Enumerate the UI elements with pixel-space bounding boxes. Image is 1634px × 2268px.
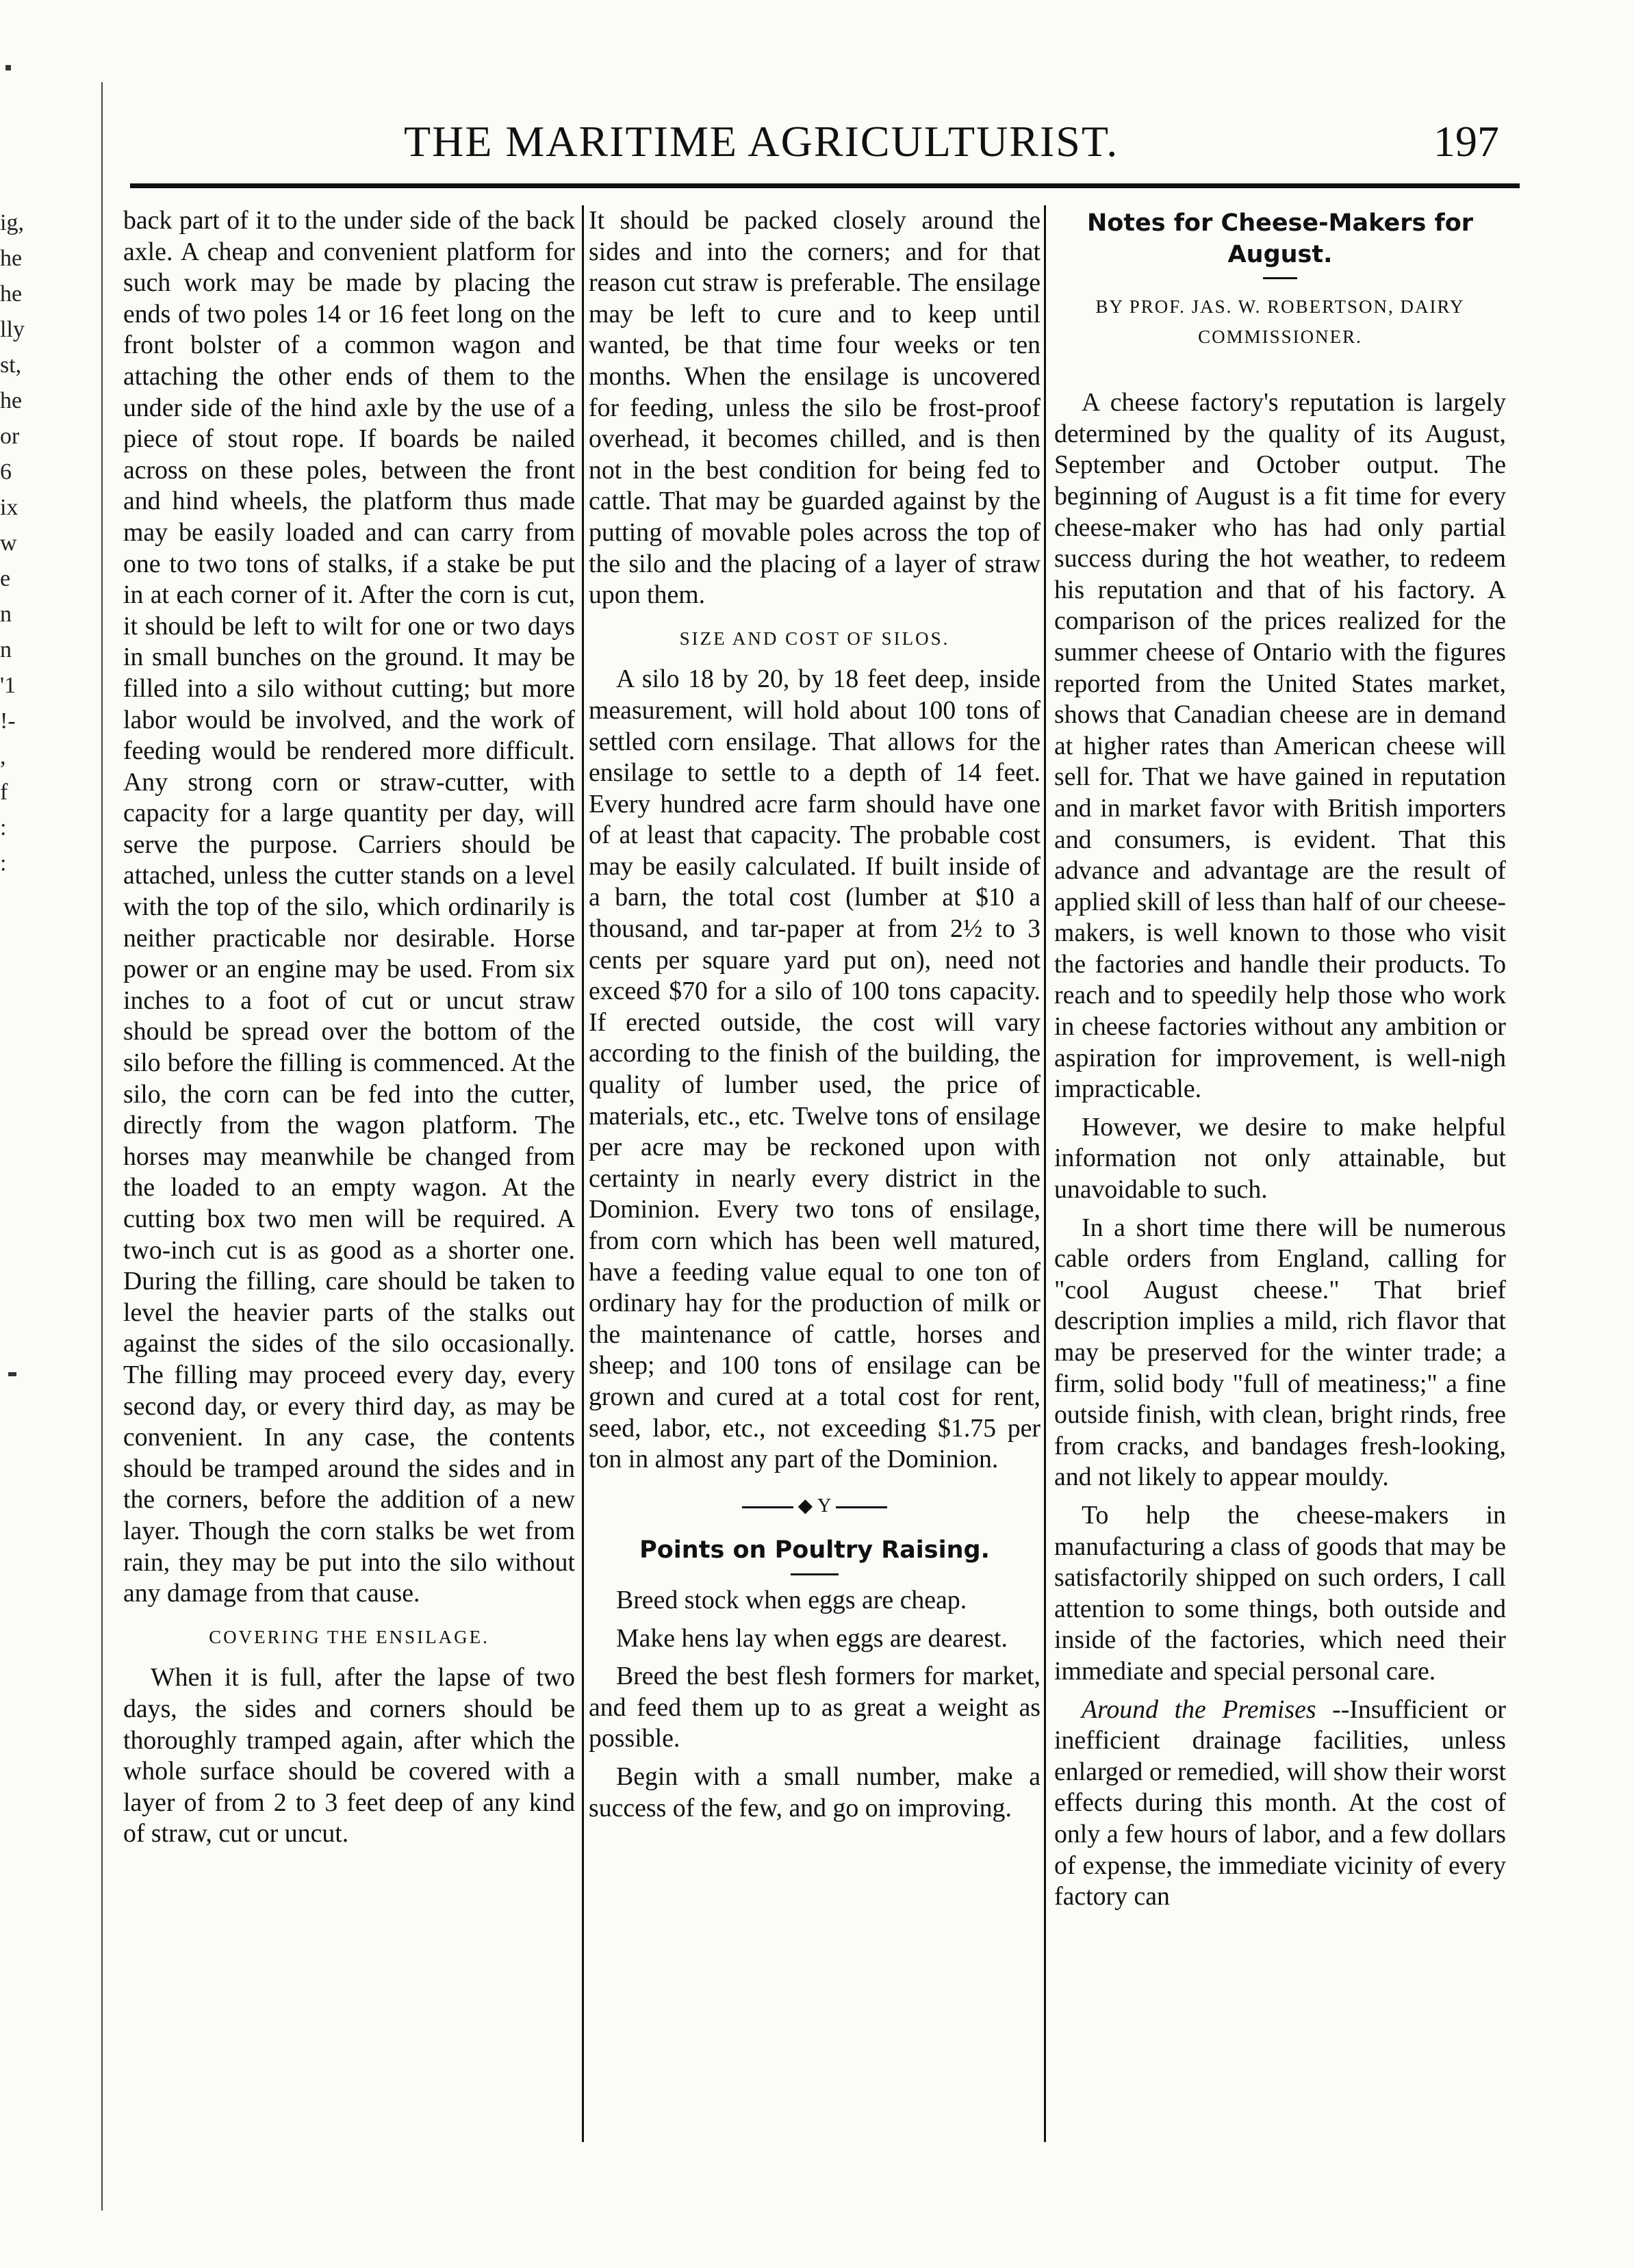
title-rule (1263, 277, 1297, 279)
margin-fragment: , (0, 744, 6, 769)
column-3 (1054, 205, 1506, 2196)
column-2 (589, 205, 1041, 2196)
paragraph-text: --Insufficient or inefficient drainage facilities, unless enlarged or remedied, will show their worst effects during this month. At the cost of only a few hours of labor, and a few dollars of expense, the immediate vicinity of every factory can (1054, 1694, 1506, 1911)
margin-fragment: f (0, 779, 8, 805)
byline: BY PROF. JAS. W. ROBERTSON, DAIRY COMMISSIONER. (1095, 296, 1465, 348)
page-number: 197 (1433, 117, 1499, 166)
margin-fragment: or (0, 424, 20, 449)
column-1 (123, 205, 575, 2196)
margin-fragment: he (0, 388, 23, 413)
margin-fragment: n (0, 637, 12, 662)
ornament-line (742, 1506, 793, 1508)
paragraph: When it is full, after the lapse of two days, the sides and corners should be thoroughly tramped again, after which the whole surface should be covered with a layer of from 2 to 3 feet deep of any kind of straw, cut or uncut. (123, 1663, 575, 1848)
page-header (116, 109, 1527, 178)
paragraph: To help the cheese-makers in manufacturing a class of goods that may be satisfactorily shipped on such orders, I call attention to some things, both outside and inside of the factories, which need their immediate and special personal care. (1054, 1500, 1506, 1686)
margin-fragment: e (0, 566, 11, 591)
margin-fragment: : (0, 851, 7, 876)
margin-fragment: he (0, 246, 23, 271)
paragraph: It should be packed closely around the sides and into the corners; and for that reason cut straw is preferable. The ensilage may be left to cure and to keep until wanted, be that time four weeks or ten months. When the ensilage is uncovered for feeding, unless the silo be frost-proof overhead, it becomes chilled, and is then not in the best condition for being fed to cattle. That may be guarded against by the putting of movable poles across the top of the silo and the placing of a layer of straw upon them. (589, 206, 1041, 610)
run-in-head: Around the Premises (1082, 1694, 1316, 1724)
margin-fragment: w (0, 530, 17, 556)
section-title: Points on Poultry Raising. (639, 1536, 990, 1564)
margin-fragment: lly (0, 317, 25, 342)
margin-fragments (0, 205, 27, 881)
poultry-tip: Make hens lay when eggs are dearest. (616, 1623, 1008, 1653)
paragraph: A cheese factory's reputation is largely determined by the quality of its August, September and October output. The beginning of August is a fit time for every cheese-maker who has had only partial success during the hot weather, to redeem his reputation and that of his factory. A comparison of the prices realized for the summer cheese of Ontario with the figures reported from the United States market, shows that Canadian cheese are in demand at higher rates than American cheese will sell for. That we have gained in reputation and in market favor with British importers and consumers, is evident. That this advance and advantage are the result of applied skill of less than half of our cheese-makers, is well known to those who visit the factories and handle their products. To reach and to speedily help those who work in cheese factories without any ambition or aspiration for improvement, is well-nigh impracticable. (1054, 388, 1506, 1104)
paragraph: back part of it to the under side of the back axle. A cheap and convenient platform for such work may be made by placing the ends of two poles 14 or 16 feet long on the front bolster of a common wagon and attaching the other ends of them to the under side of the hind axle by the use of a piece of stout rope. If boards be nailed across on these poles, between the front and hind wheels, the platform thus made may be easily loaded and can carry from one to two tons of stalks, if a stake be put in at each corner of it. After the corn is cut, it should be left to wilt for one or two days in small bunches on the ground. It may be filled into a silo without cutting; but more labor would be involved, and the work of feeding would be rendered more difficult. Any strong corn or straw-cutter, with capacity for a large quantity per day, will serve the purpose. Carriers should be attached, unless the cutter stands on a level with the top of the silo, which ordinarily is neither practicable nor desirable. Horse power or an engine may be used. From six inches to a foot of cut or uncut straw should be spread over the bottom of the silo before the filling is commenced. At the silo, the corn can be fed into the cutter, directly from the wagon platform. The horses may meanwhile be changed from the loaded to an empty wagon. At the cutting box two men will be required. A two-inch cut is as good as a shorter one. During the filling, care should be taken to level the heavier parts of the stalks out against the sides of the silo occasionally. The filling may proceed every day, every second day, or every third day, as may be convenient. In any case, the contents should be tramped around the sides and in the corners, before the addition of a new layer. Though the corn stalks be wet from rain, they may be put into the silo without any damage from that cause. (123, 206, 575, 1608)
poultry-tip: Breed stock when eggs are cheap. (616, 1585, 967, 1614)
column-rule (582, 205, 584, 2142)
print-speck (8, 1372, 16, 1376)
poultry-tip: Begin with a small number, make a success of the few, and go on improving. (589, 1762, 1041, 1822)
print-speck (5, 65, 11, 70)
margin-fragment: he (0, 281, 23, 307)
paragraph (1054, 1694, 1506, 1913)
ornament-line (836, 1506, 887, 1508)
paragraph: A silo 18 by 20, by 18 feet deep, inside measurement, will hold about 100 tons of settled corn ensilage. That allows for the ensilage to settle to a depth of 14 feet. Every hundred acre farm should have one of at least that capacity. The probable cost may be easily calculated. If built inside of a barn, the total cost (lumber at $10 a thousand, and tar-paper at from 2½ to 3 cents per square yard put on), need not exceed $70 for a silo of 100 tons capacity. If erected outside, the cost will vary according to the finish of the building, the quality of lumber used, the price of materials, etc., etc. Twelve tons of ensilage per acre may be reckoned upon with certainty in nearly every district in the Dominion. Every two tons of ensilage, from corn which has been well matured, have a feeding value equal to one ton of ordinary hay for the production of milk or the maintenance of cattle, horses and sheep; and 100 tons of ensilage can be grown and cured at a total cost for rent, seed, labor, etc., not exceeding $1.75 per ton in almost any part of the Dominion. (589, 665, 1041, 1474)
margin-fragment: : (0, 815, 7, 840)
margin-fragment: '1 (0, 673, 16, 698)
column-rule (1044, 205, 1046, 2142)
margin-fragment: ix (0, 495, 18, 520)
paragraph: In a short time there will be numerous cable orders from England, calling for "cool August cheese." That brief description implies a mild, rich flavor that may be preserved for the winter trade; a firm, solid body "full of meatiness;" a fine outside finish, with clean, bright rinds, free from cracks, and bandages fresh-looking, and not likely to appear mouldy. (1054, 1213, 1506, 1492)
margin-rule (101, 82, 103, 2211)
ornament-diamond: ◆ (797, 1495, 813, 1517)
margin-fragment: st, (0, 352, 22, 378)
section-ornament (589, 1491, 1041, 1522)
subheading: COVERING THE ENSILAGE. (209, 1626, 489, 1647)
margin-fragment: n (0, 602, 12, 627)
section-title: Notes for Cheese-Makers for August. (1086, 209, 1474, 268)
margin-fragment: !- (0, 708, 16, 734)
header-rule (130, 183, 1520, 188)
title-rule (791, 1573, 839, 1575)
subheading: SIZE AND COST OF SILOS. (679, 628, 950, 649)
poultry-tip: Breed the best flesh formers for market, and feed them up to as great a weight as possible. (589, 1662, 1041, 1753)
margin-fragment: 6 (0, 459, 12, 485)
margin-fragment: ig, (0, 210, 24, 235)
page-title: THE MARITIME AGRICULTURIST. (404, 117, 1119, 166)
paragraph: However, we desire to make helpful information not only attainable, but unavoidable to such. (1054, 1112, 1506, 1204)
ornament-mark: Y (817, 1495, 832, 1517)
